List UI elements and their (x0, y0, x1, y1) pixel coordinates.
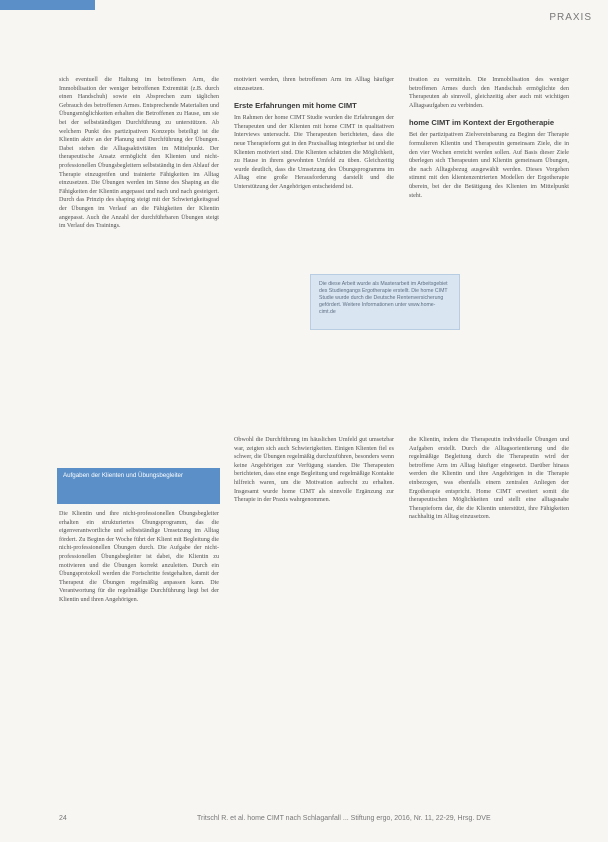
info-box-text: Die diese Arbeit wurde als Masterarbeit im Arbeitsgebiet des Studiengangs Ergotherapie erstellt. Die home CIMT Studie wurde durch die Deutsche Rentenversicherung gefördert. Weitere Informationen unter www.home-cimt.de (319, 281, 448, 315)
body-paragraph: Obwohl die Durchführung im häuslichen Umfeld gut umsetzbar war, zeigten sich auch Schwierigkeiten. Einigen Klienten fiel es schwer, die Übungen regelmäßig durchzuführen, besonders wenn keine Angehörigen zur Verfügung standen. Die Therapeuten berichteten, dass eine enge Begleitung und regelmäßige Kontakte hilfreich waren, um die Motivation aufrecht zu erhalten. Insgesamt wurde home CIMT als sinnvolle Ergänzung zur Therapie in der Praxis wahrgenommen. (234, 437, 394, 504)
body-paragraph: tivation zu vermitteln. Die Immobilisation des weniger betroffenen Armes durch den Handschuh ermöglichte den Therapeuten ab sinnvoll, gleichzeitig aber auch mit wichtigen Alltagsaufgaben zu verbinden. (409, 77, 569, 109)
body-paragraph: Bei der partizipativen Zielvereinbarung zu Beginn der Therapie formulieren Klientin und Therapeutin gemeinsam Ziele, die in den vier Wochen erreicht werden sollen. Auf Basis dieser Ziele überlegen sich Therapeuten und Klientin gemeinsam Übungen, die nach Alltagsbezug ausgewählt werden. Dieses Vorgehen stimmt mit den klientenzentrierten Modellen der Ergotherapie überein, bei der die Betätigung des Klienten im Mittelpunkt steht. (409, 132, 569, 199)
section-heading: home CIMT im Kontext der Ergotherapie (409, 118, 555, 128)
section-heading: Erste Erfahrungen mit home CIMT (234, 101, 357, 111)
body-paragraph: Im Rahmen der home CIMT Studie wurden die Erfahrungen der Therapeuten und der Klienten mit home CIMT in qualitativen Interviews untersucht. Die Therapeuten berichteten, dass die neue Therapieform gut in den Praxisalltag integrierbar ist und die Klienten motiviert sind. Die Klienten schätzten die Möglichkeit, zu Hause in ihrem gewohnten Umfeld zu üben. Gleichzeitig wurde deutlich, dass die Umsetzung des Übungsprogramms im Alltag eine große Herausforderung darstellt und die Unterstützung der Angehörigen entscheidend ist. (234, 115, 394, 190)
column-right-bottom (409, 436, 569, 522)
body-paragraph: motiviert werden, ihren betroffenen Arm im Alltag häufiger einzusetzen. (234, 77, 394, 92)
column-left-bottom (59, 510, 219, 605)
page-number: 24 (59, 815, 67, 822)
info-box (310, 274, 460, 330)
footer-citation: Tritschl R. et al. home CIMT nach Schlaganfall ... Stiftung ergo, 2016, Nr. 11, 22-29, Hrsg. DVE (197, 815, 491, 822)
sidebar-heading-box (57, 468, 220, 504)
body-paragraph: die Klientin, indem die Therapeutin individuelle Übungen und Aufgaben erstellt. Durch die Alltagsorientierung und die regelmäßige Begleitung durch die Therapeutin wird der betroffene Arm im Alltag häufiger eingesetzt. Darüber hinaus werden die Klientin und ihre Angehörigen in die Therapie einbezogen, was ebenfalls einem zentralen Anliegen der Ergotherapie entspricht. Home CIMT erweitert somit die therapeutischen Möglichkeiten und stellt eine alltagsnahe Therapieform dar, die die Klientin unterstützt, ihre Fähigkeiten nachhaltig im Alltag einzusetzen. (409, 437, 569, 521)
column-right (409, 76, 569, 200)
column-middle (234, 76, 394, 192)
column-left (59, 76, 219, 231)
header-accent-bar (0, 0, 95, 10)
column-middle-bottom (234, 436, 394, 505)
section-title: PRAXIS (549, 12, 592, 23)
sidebar-heading: Aufgaben der Klienten und Übungsbegleiter (63, 472, 184, 479)
body-paragraph: Die Klientin und ihre nicht-professionellen Übungsbegleiter erhalten ein strukturiertes Übungsprogramm, das die eigenverantwortliche und selbstständige Umsetzung im Alltag fördert. Zu Beginn der Woche führt der Klient mit Begleitung die nicht-professionellen Übungen durch. Die Aufgabe der nicht-professionellen Übungsbegleiter ist dabei, die Klientin zu motivieren und die Übungen korrekt anzuleiten. Durch ein Übungsprotokoll werden die Fortschritte festgehalten, damit der Therapeut die Übungen regelmäßig anpassen kann. Die Verantwortung für die regelmäßige Durchführung liegt bei der Klientin und ihren Angehörigen. (59, 511, 219, 603)
body-paragraph: sich eventuell die Haltung im betroffenen Arm, die Immobilisation der weniger betroffenen Extremität (z.B. durch einen Handschuh) sowie ein Absprechen zum täglichen Gebrauch des betroffenen Armes. Entsprechende Materialien und Übungsmöglichkeiten erhalten die Betroffenen zu Hause, um sie bei der selbstständigen Durchführung zu unterstützen. Ab welchem Punkt des partizipativen Konzepts beteiligt ist die Klientin aktiv an der Planung und Durchführung der Übungen. Dabei stehen die Alltagsaktivitäten im Mittelpunkt. Der therapeutische Ansatz ermöglicht den Klienten und nicht-professionellen Übungsbegleitern selbstständig in den Ablauf der Therapie einzugreifen und trainierte Fähigkeiten im Alltag einzusetzen. Die Übungen werden im Sinne des Shaping an die Fähigkeiten der Klientin angepasst und nach und nach gesteigert. Durch das Prinzip des shaping steigt mit der Schwierigkeitsgrad der Übungen im Verlauf an die Fähigkeiten der Klientin angepasst. Auch die Anzahl der durchführbaren Übungen steigt im Verlauf des Trainings. (59, 77, 219, 230)
